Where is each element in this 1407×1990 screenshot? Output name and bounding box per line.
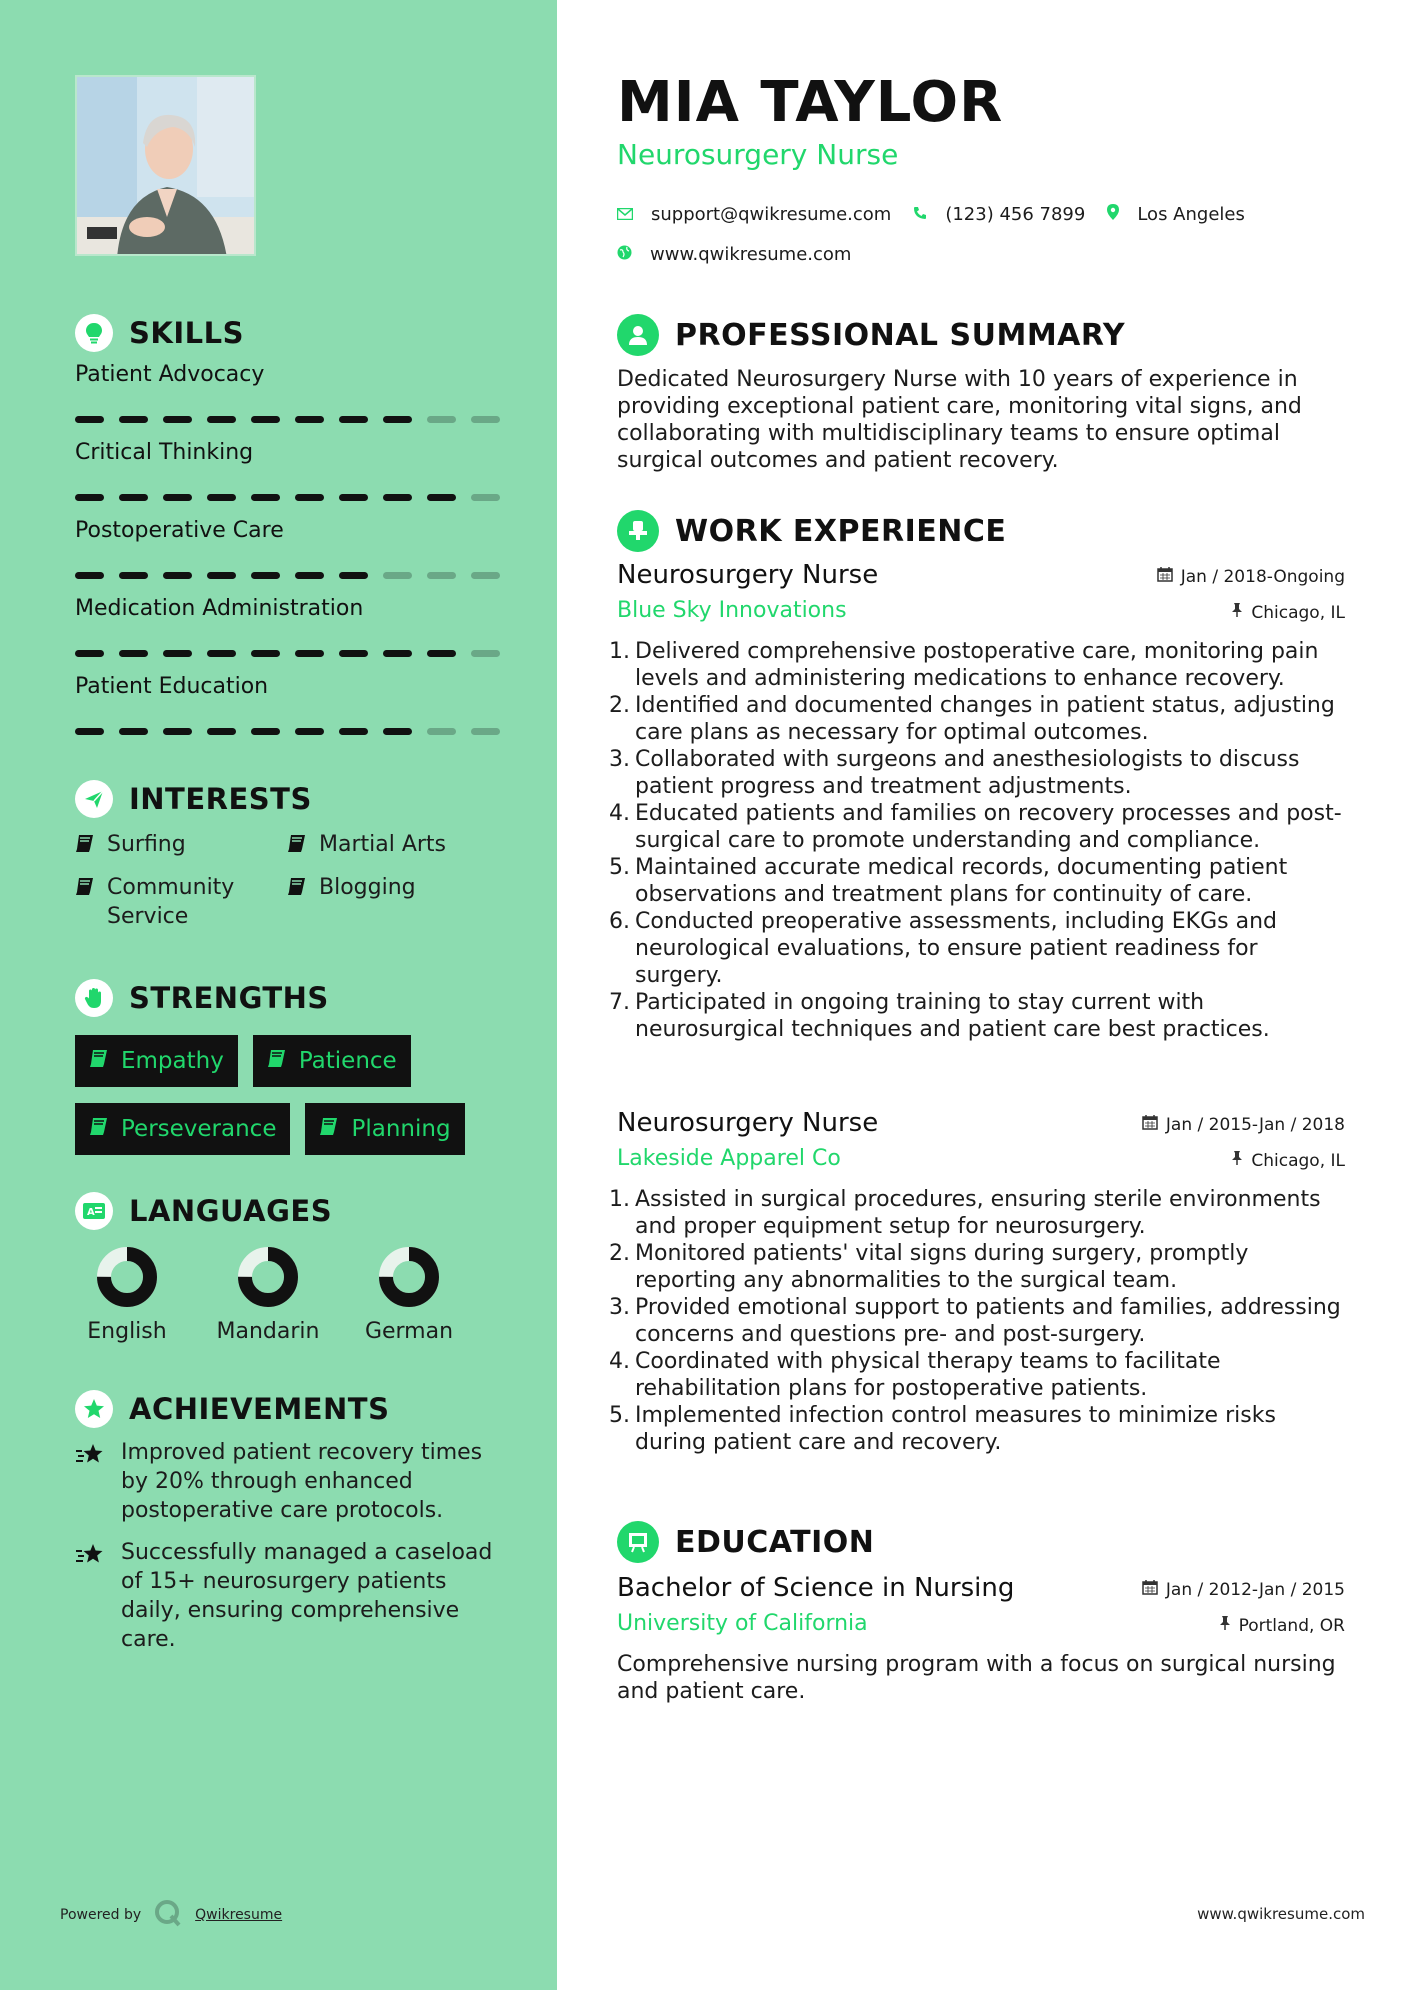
- skill-dash-filled: [383, 728, 412, 735]
- duty-item: Participated in ongoing training to stay current with neurosurgical techniques and patient care best practices.: [635, 990, 1270, 1042]
- footer-website[interactable]: www.qwikresume.com: [1197, 1905, 1365, 1923]
- graduation-icon: [617, 1521, 659, 1563]
- user-icon: [617, 314, 659, 356]
- summary-title: PROFESSIONAL SUMMARY: [675, 317, 1126, 353]
- skill-dash-filled: [163, 728, 192, 735]
- skill-dash-filled: [119, 494, 148, 501]
- achievement-item: [75, 1538, 505, 1654]
- skill-dash-filled: [207, 494, 236, 501]
- language-icon: [75, 1192, 113, 1230]
- job-company: Blue Sky Innovations: [617, 598, 847, 623]
- skill-dash-filled: [207, 572, 236, 579]
- skill-name: Critical Thinking: [75, 440, 254, 465]
- hand-icon: [75, 979, 113, 1017]
- interest-item: [287, 830, 499, 861]
- degree-title: Bachelor of Science in Nursing: [617, 1573, 1015, 1603]
- job-date: [1142, 1114, 1345, 1135]
- achievements-title: ACHIEVEMENTS: [129, 1392, 390, 1426]
- school-name: University of California: [617, 1611, 868, 1636]
- book-icon: [267, 1048, 287, 1074]
- education-heading: [617, 1521, 874, 1563]
- skill-item: [75, 674, 505, 752]
- skill-item: [75, 440, 505, 518]
- skill-level-bar: [75, 650, 500, 657]
- achievements-list: [75, 1438, 505, 1667]
- skill-dash-filled: [251, 416, 280, 423]
- language-name: Mandarin: [216, 1319, 320, 1344]
- qwikresume-link[interactable]: Qwikresume: [195, 1907, 283, 1923]
- book-icon: [75, 875, 95, 904]
- star-icon: [75, 1390, 113, 1428]
- duty-item: Identified and documented changes in patient status, adjusting care plans as necessary for optimal outcomes.: [635, 693, 1335, 745]
- skill-dash-filled: [75, 572, 104, 579]
- email-text: support@qwikresume.com: [651, 203, 892, 225]
- job-location: [1231, 1150, 1345, 1171]
- skill-dash-filled: [251, 650, 280, 657]
- calendar-icon: [1157, 566, 1173, 587]
- strengths-list: [75, 1035, 505, 1155]
- achievement-text: Improved patient recovery times by 20% through enhanced postoperative care protocols.: [121, 1440, 483, 1523]
- skill-dash-empty: [471, 494, 500, 501]
- summary-heading: [617, 314, 1125, 356]
- duty-item: Maintained accurate medical records, documenting patient observations and treatment plans for continuity of care.: [635, 855, 1288, 907]
- phone-icon: [913, 204, 927, 225]
- duty-item: Educated patients and families on recovery processes and post-surgical care to promote understanding and compliance.: [635, 801, 1342, 853]
- skill-dash-filled: [119, 650, 148, 657]
- language-item: [70, 1245, 184, 1344]
- book-icon: [75, 832, 95, 861]
- education-location-text: Portland, OR: [1238, 1615, 1345, 1636]
- skill-dash-filled: [339, 416, 368, 423]
- skills-list: [75, 362, 505, 752]
- book-icon: [89, 1116, 109, 1142]
- summary-text: Dedicated Neurosurgery Nurse with 10 years of experience in providing exceptional patient care, monitoring vital signs, and collaborating with multidisciplinary teams to ensure optimal surgical outcomes and patient recovery.: [617, 367, 1302, 473]
- skill-dash-filled: [251, 572, 280, 579]
- book-icon: [287, 875, 307, 904]
- skills-heading: [75, 314, 244, 352]
- skill-dash-filled: [383, 494, 412, 501]
- education-date: [1142, 1579, 1345, 1600]
- profile-photo: [75, 75, 256, 256]
- skill-dash-filled: [339, 650, 368, 657]
- main-content: [557, 0, 1407, 1990]
- skill-dash-empty: [427, 728, 456, 735]
- skill-dash-empty: [471, 416, 500, 423]
- contact-website[interactable]: [617, 244, 851, 265]
- skill-dash-filled: [295, 416, 324, 423]
- achievements-heading: [75, 1390, 389, 1428]
- skill-dash-filled: [207, 650, 236, 657]
- skill-level-bar: [75, 494, 500, 501]
- job-duties: [617, 1186, 1345, 1456]
- paper-plane-icon: [75, 780, 113, 818]
- calendar-icon: [1142, 1114, 1158, 1135]
- skill-dash-filled: [75, 728, 104, 735]
- svg-text:A: A: [87, 1207, 95, 1218]
- strength-label: Patience: [298, 1048, 397, 1074]
- skill-dash-empty: [471, 728, 500, 735]
- skill-name: Patient Education: [75, 674, 269, 699]
- star-icon: [75, 1542, 109, 1572]
- skill-level-bar: [75, 728, 500, 735]
- skill-name: Medication Administration: [75, 596, 364, 621]
- interests-list: [75, 830, 505, 931]
- achievement-text: Successfully managed a caseload of 15+ neurosurgery patients daily, ensuring comprehensive care.: [121, 1540, 493, 1652]
- skill-dash-filled: [427, 494, 456, 501]
- skill-dash-empty: [471, 572, 500, 579]
- strength-label: Planning: [351, 1116, 451, 1142]
- job-duties: [617, 638, 1345, 1043]
- skill-item: [75, 362, 505, 440]
- skill-dash-empty: [427, 416, 456, 423]
- person-name: MIA TAYLOR: [617, 70, 1004, 135]
- skill-dash-filled: [119, 572, 148, 579]
- skill-dash-filled: [339, 572, 368, 579]
- qwikresume-logo-icon: [153, 1898, 183, 1932]
- skill-dash-filled: [119, 728, 148, 735]
- interests-title: INTERESTS: [129, 782, 312, 816]
- interest-label: Surfing: [107, 832, 186, 857]
- lightbulb-icon: [75, 314, 113, 352]
- strength-label: Empathy: [121, 1048, 224, 1074]
- skill-dash-filled: [207, 728, 236, 735]
- skill-dash-filled: [383, 416, 412, 423]
- contact-location: [1107, 204, 1245, 225]
- language-level-ring: [95, 1245, 159, 1309]
- job-location-text: Chicago, IL: [1251, 602, 1345, 623]
- duty-item: Delivered comprehensive postoperative care, monitoring pain levels and administering medications to enhance recovery.: [635, 639, 1319, 691]
- interest-item: [75, 873, 287, 931]
- strengths-heading: [75, 979, 329, 1017]
- website-text: www.qwikresume.com: [650, 243, 852, 265]
- skill-dash-filled: [163, 572, 192, 579]
- job-entry: [617, 560, 1345, 1043]
- skill-dash-empty: [383, 572, 412, 579]
- skill-dash-filled: [295, 572, 324, 579]
- job-date: [1157, 566, 1345, 587]
- location-text: Los Angeles: [1137, 203, 1245, 225]
- skill-dash-filled: [295, 650, 324, 657]
- skill-dash-filled: [295, 494, 324, 501]
- education-title: EDUCATION: [675, 1524, 875, 1560]
- job-date-text: Jan / 2018-Ongoing: [1180, 566, 1345, 587]
- phone-text: (123) 456 7899: [945, 203, 1086, 225]
- skill-dash-filled: [339, 728, 368, 735]
- calendar-icon: [1142, 1579, 1158, 1600]
- powered-by: [60, 1898, 282, 1932]
- star-icon: [75, 1442, 109, 1472]
- education-entry: [617, 1573, 1345, 1705]
- skill-item: [75, 518, 505, 596]
- duty-item: Collaborated with surgeons and anesthesiologists to discuss patient progress and treatment adjustments.: [635, 747, 1300, 799]
- language-name: English: [87, 1319, 167, 1344]
- contact-phone[interactable]: [913, 204, 1085, 225]
- interests-heading: [75, 780, 312, 818]
- pushpin-icon: [1231, 602, 1243, 623]
- language-level-ring: [377, 1245, 441, 1309]
- skill-name: Postoperative Care: [75, 518, 284, 543]
- skill-dash-filled: [75, 650, 104, 657]
- skill-level-bar: [75, 572, 500, 579]
- person-role: Neurosurgery Nurse: [617, 138, 899, 171]
- duty-item: Monitored patients' vital signs during surgery, promptly reporting any abnormalities to the surgical team.: [635, 1241, 1249, 1293]
- job-title: Neurosurgery Nurse: [617, 1108, 879, 1138]
- skill-dash-filled: [251, 494, 280, 501]
- languages-heading: [75, 1192, 332, 1230]
- interest-label: Martial Arts: [319, 832, 447, 857]
- job-location: [1231, 602, 1345, 623]
- strength-badge: [75, 1035, 238, 1087]
- language-level-ring: [236, 1245, 300, 1309]
- pushpin-icon: [1231, 1150, 1243, 1171]
- pushpin-icon: [1219, 1615, 1231, 1636]
- strengths-title: STRENGTHS: [129, 981, 329, 1015]
- book-icon: [287, 832, 307, 861]
- language-item: [352, 1245, 466, 1344]
- map-pin-icon: [1107, 204, 1119, 225]
- languages-title: LANGUAGES: [129, 1194, 333, 1228]
- skill-dash-filled: [295, 728, 324, 735]
- skill-dash-filled: [163, 650, 192, 657]
- duty-item: Provided emotional support to patients and families, addressing concerns and questions pre- and post-surgery.: [635, 1295, 1341, 1347]
- skill-dash-filled: [163, 494, 192, 501]
- strength-badge: [305, 1103, 464, 1155]
- achievement-item: [75, 1438, 505, 1525]
- job-date-text: Jan / 2015-Jan / 2018: [1165, 1114, 1345, 1135]
- strength-label: Perseverance: [121, 1116, 277, 1142]
- experience-heading: [617, 510, 1006, 552]
- skill-dash-filled: [427, 650, 456, 657]
- job-company: Lakeside Apparel Co: [617, 1146, 841, 1171]
- duty-item: Coordinated with physical therapy teams to facilitate rehabilitation plans for postoperative patients.: [635, 1349, 1221, 1401]
- globe-icon: [617, 244, 632, 265]
- duty-item: Conducted preoperative assessments, including EKGs and neurological evaluations, to ensure patient readiness for surgery.: [635, 909, 1277, 988]
- book-icon: [319, 1116, 339, 1142]
- skill-dash-filled: [75, 494, 104, 501]
- powered-by-label: Powered by: [60, 1907, 142, 1923]
- skill-dash-filled: [119, 416, 148, 423]
- experience-title: WORK EXPERIENCE: [675, 513, 1007, 549]
- skill-dash-filled: [207, 416, 236, 423]
- briefcase-icon: [617, 510, 659, 552]
- book-icon: [89, 1048, 109, 1074]
- skill-dash-filled: [339, 494, 368, 501]
- strength-badge: [75, 1103, 290, 1155]
- contact-email[interactable]: [617, 204, 891, 225]
- education-date-text: Jan / 2012-Jan / 2015: [1165, 1579, 1345, 1600]
- interest-label: Blogging: [319, 875, 416, 900]
- language-name: German: [364, 1319, 454, 1344]
- job-title: Neurosurgery Nurse: [617, 560, 879, 590]
- interest-label: Community Service: [107, 875, 235, 929]
- skill-dash-filled: [75, 416, 104, 423]
- skill-dash-empty: [471, 650, 500, 657]
- contact-info: [617, 194, 1267, 274]
- envelope-icon: [617, 204, 633, 225]
- job-location-text: Chicago, IL: [1251, 1150, 1345, 1171]
- skill-dash-filled: [163, 416, 192, 423]
- language-item: [211, 1245, 325, 1344]
- education-description: Comprehensive nursing program with a focus on surgical nursing and patient care.: [617, 1652, 1336, 1704]
- strength-badge: [253, 1035, 411, 1087]
- languages-list: [70, 1245, 466, 1344]
- sidebar: [0, 0, 557, 1990]
- skill-name: Patient Advocacy: [75, 362, 265, 387]
- duty-item: Implemented infection control measures to minimize risks during patient care and recovery.: [635, 1403, 1276, 1455]
- education-location: [1219, 1615, 1345, 1636]
- skill-dash-empty: [427, 572, 456, 579]
- interest-item: [287, 873, 499, 931]
- skill-dash-filled: [383, 650, 412, 657]
- duty-item: Assisted in surgical procedures, ensuring sterile environments and proper equipment setup for neurosurgery.: [635, 1187, 1321, 1239]
- skill-level-bar: [75, 416, 500, 423]
- interest-item: [75, 830, 287, 861]
- skill-dash-filled: [251, 728, 280, 735]
- skills-title: SKILLS: [129, 316, 244, 350]
- skill-item: [75, 596, 505, 674]
- job-entry: [617, 1108, 1345, 1456]
